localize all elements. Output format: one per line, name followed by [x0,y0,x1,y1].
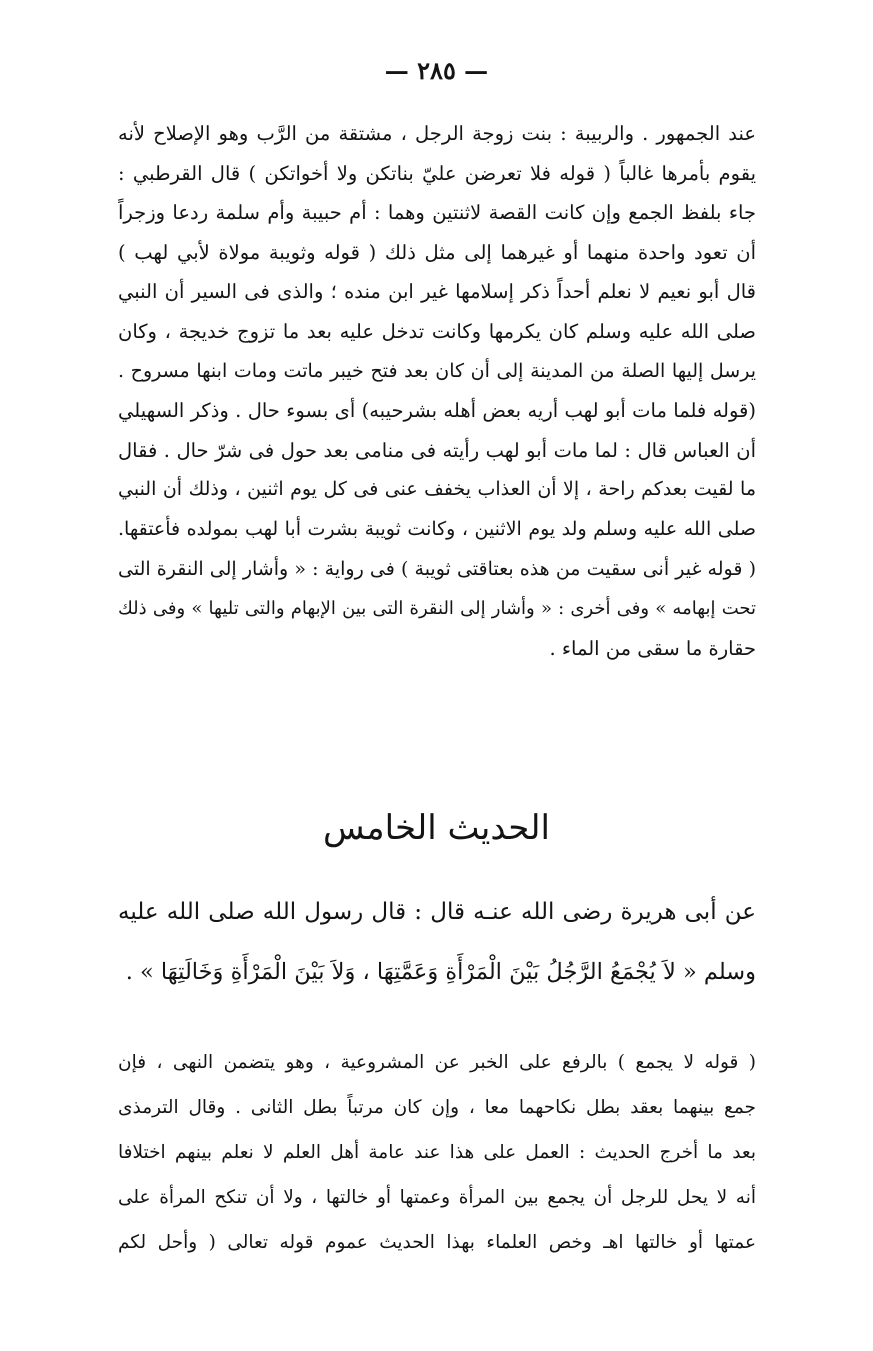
text-line: حقارة ما سقى من الماء . [549,636,756,660]
text-line: يقوم بأمرها غالباً ( قوله فلا تعرضن عليّ بناتكن ولا أخواتكن ) قال القرطبي : [118,161,756,185]
text-line: أنه لا يحل للرجل أن يجمع بين المرأة وعمتها أو خالتها ، ولا أن تنكح المرأة على [118,1187,756,1208]
hadith-text [118,882,756,1002]
text-line: بعد ما أخرج الحديث : العمل على هذا عند عامة أهل العلم لا نعلم بينهم اختلافا [118,1142,756,1163]
text-line: صلى الله عليه وسلم كان يكرمها وكانت تدخل عليه بعد ما تزوج خديجة ، وكان [118,319,756,343]
text-line: أن تعود واحدة منهما أو غيرهما إلى مثل ذلك ( قوله وثويبة مولاة لأبي لهب ) [118,240,756,264]
commentary-paragraph [118,1040,756,1265]
text-line: قال أبو نعيم لا نعلم أحداً ذكر إسلامها غير ابن منده ؛ والذى فى السير أن النبي [118,280,756,304]
text-line: ما لقيت بعدكم راحة ، إلا أن العذاب يخفف عنى فى كل يوم اثنين ، وذلك أن النبي [118,478,756,501]
section-heading: الحديث الخامس [323,808,550,848]
text-line: جاء بلفظ الجمع وإن كانت القصة لاثنتين وهما : أم حبيبة وأم سلمة ردعا وزجراً [118,201,756,225]
hadith-line: عن أبى هريرة رضى الله عنـه قال : قال رسول الله صلى الله عليه [118,899,756,925]
text-line: يرسل إليها الصلة من المدينة إلى أن كان بعد فتح خيبر ماتت ومات ابنها مسروح . [118,359,756,382]
commentary-paragraph [118,114,756,668]
text-line: ( قوله لا يجمع ) بالرفع على الخبر عن المشروعية ، وهو يتضمن النهى ، فإن [118,1052,756,1073]
hadith-line: وسلم « لاَ يُجْمَعُ الرَّجُلُ بَيْنَ الْمَرْأَةِ وَعَمَّتِهَا ، وَلاَ بَيْنَ الْمَرْأَةِ وَخَالَتِهَا » . [125,959,756,985]
text-line: ( قوله غير أنى سقيت من هذه بعتاقتى ثويبة ) فى رواية : « وأشار إلى النقرة التى [118,557,756,580]
page-number: — ٢٨٥ — [384,56,489,85]
text-line: جمع بينهما بعقد بطل نكاحهما معا ، وإن كان مرتباً بطل الثانى . وقال الترمذى [118,1097,756,1118]
text-line: عمتها أو خالتها اهـ وخص العلماء بهذا الحديث عموم قوله تعالى ( وأحل لكم [118,1232,756,1253]
text-line: صلى الله عليه وسلم ولد يوم الاثنين ، وكانت ثويبة بشرت أبا لهب بمولده فأعتقها. [118,517,756,540]
text-line: أن العباس قال : لما مات أبو لهب رأيته فى منامى بعد حول فى شرّ حال . فقال [118,438,756,462]
text-line: (قوله فلما مات أبو لهب أريه بعض أهله بشرحيبه) أى بسوء حال . وذكر السهيلي [118,399,756,423]
text-line: عند الجمهور . والربيبة : بنت زوجة الرجل ، مشتقة من الرَّب وهو الإصلاح لأنه [118,122,756,145]
text-line: تحت إبهامه » وفى أخرى : « وأشار إلى النقرة التى بين الإبهام والتى تليها » وفى ذلك [118,598,756,620]
